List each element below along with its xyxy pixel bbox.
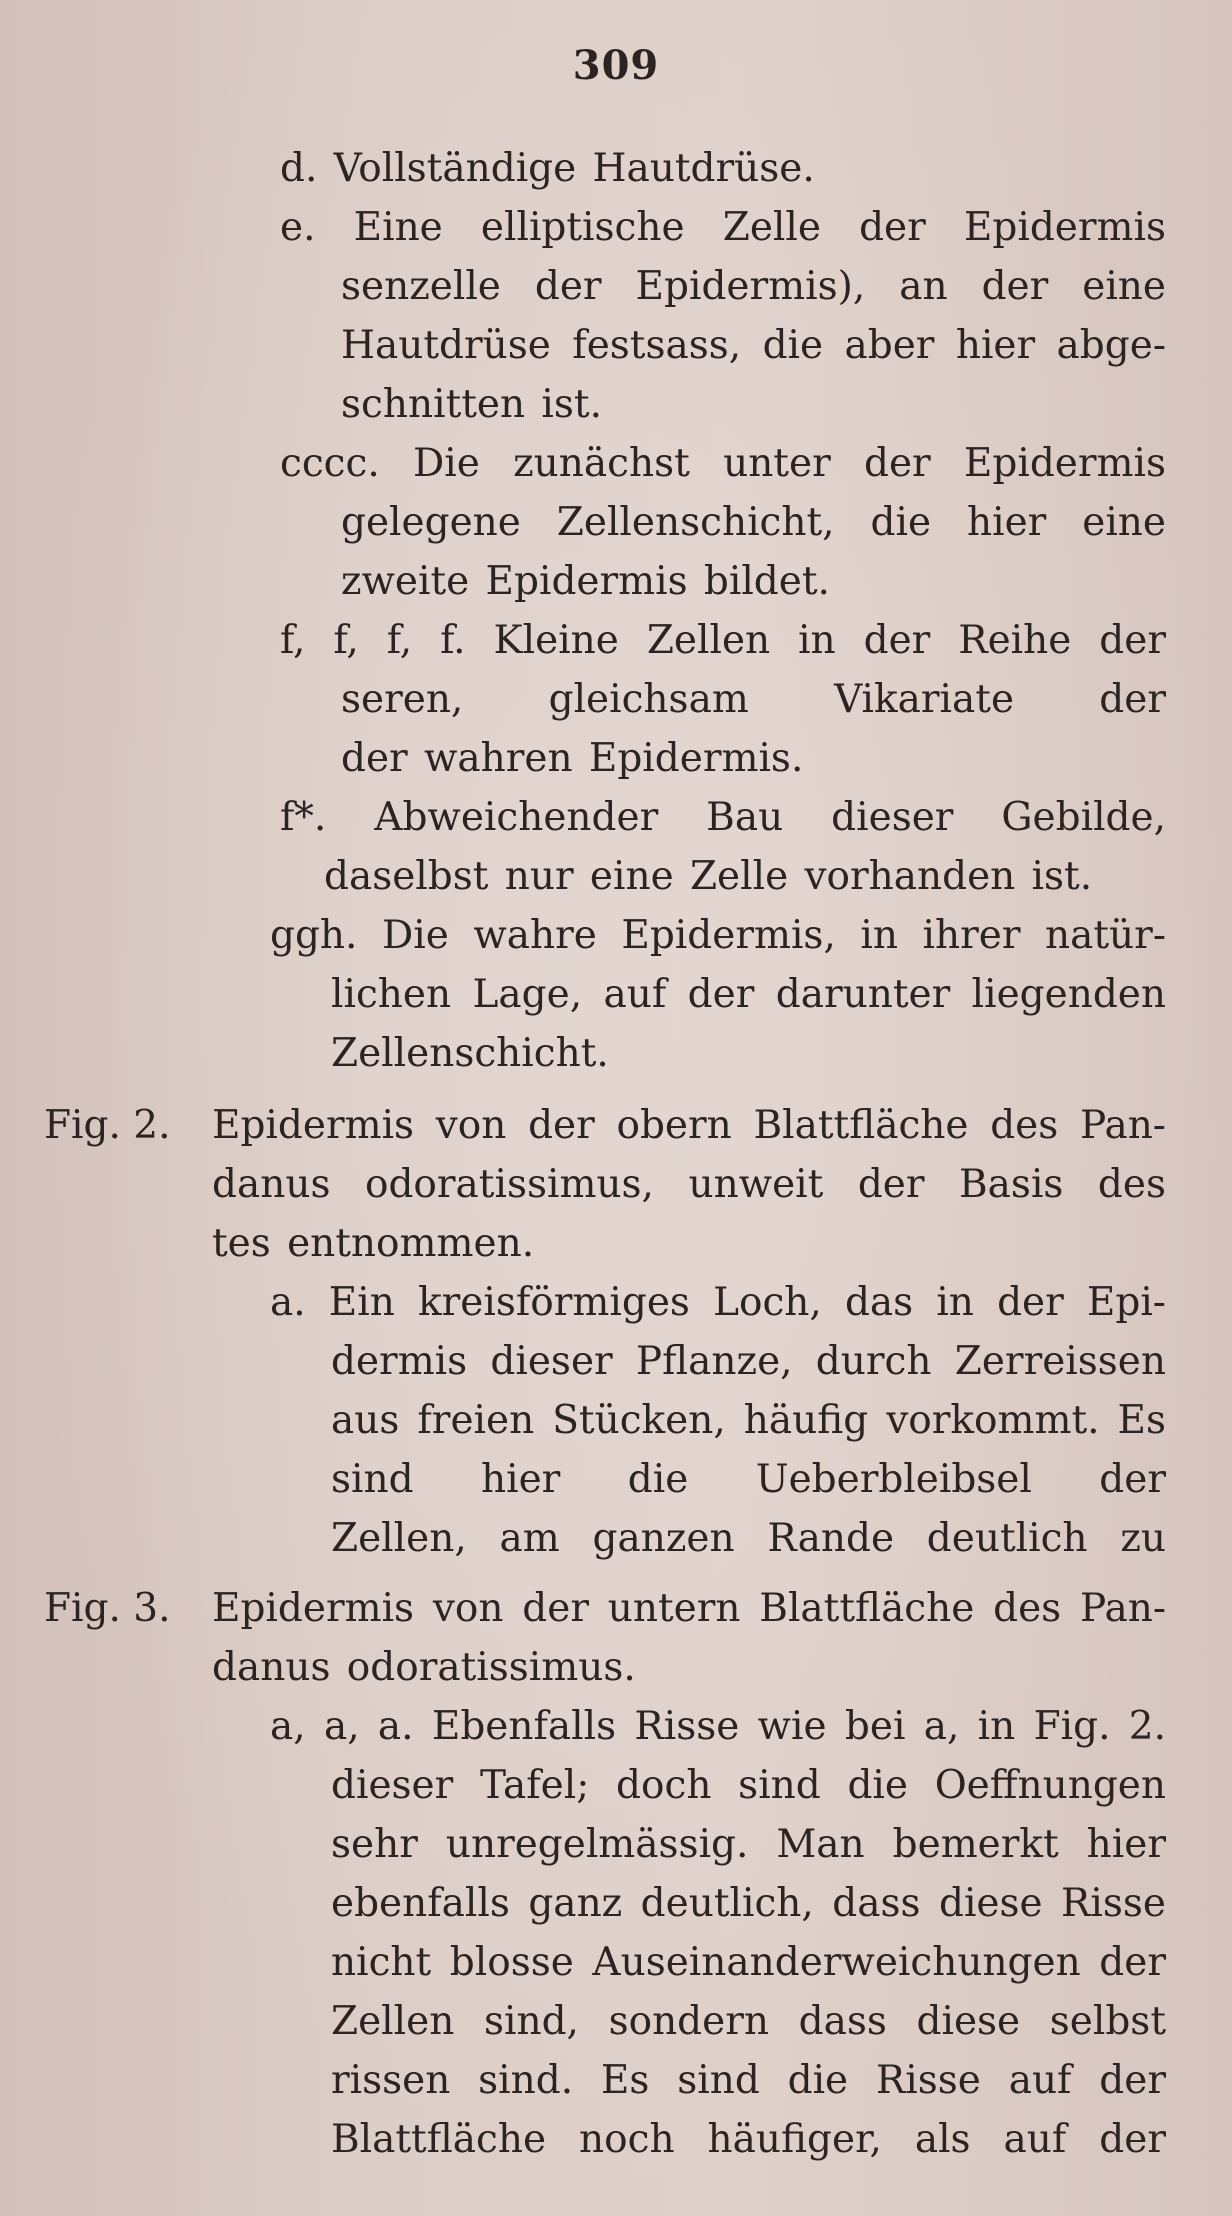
text-line: senzelle der Epidermis), an der eine	[341, 264, 1166, 309]
text-line: zweite Epidermis bildet.	[341, 559, 830, 604]
text-line: nicht blosse Auseinanderweichungen der	[331, 1940, 1166, 1985]
text-line: daselbst nur eine Zelle vorhanden ist.	[324, 854, 1093, 899]
text-line: aus freien Stücken, häufig vorkommt. Es	[331, 1398, 1166, 1443]
text-line: cccc. Die zunächst unter der Epidermis	[280, 441, 1166, 486]
text-line: tes entnommen.	[212, 1221, 535, 1266]
text-line: f, f, f, f. Kleine Zellen in der Reihe der	[280, 618, 1166, 663]
text-line: Zellen, am ganzen Rande deutlich zu	[331, 1516, 1166, 1561]
text-line: dermis dieser Pflanze, durch Zerreissen	[331, 1339, 1166, 1384]
text-line: sehr unregelmässig. Man bemerkt hier	[331, 1822, 1166, 1867]
figure-label: Fig. 2.	[44, 1103, 171, 1148]
text-line: danus odoratissimus.	[212, 1645, 636, 1690]
figure-label: Fig. 3.	[44, 1586, 171, 1631]
text-line: Hautdrüse festsass, die aber hier abge-	[341, 323, 1166, 368]
text-line: rissen sind. Es sind die Risse auf der	[331, 2058, 1166, 2103]
text-line: dieser Tafel; doch sind die Oeffnungen	[331, 1763, 1166, 1808]
text-line: e. Eine elliptische Zelle der Epidermis	[280, 205, 1166, 250]
text-line: f*. Abweichender Bau dieser Gebilde,	[280, 795, 1166, 840]
text-line: gelegene Zellenschicht, die hier eine	[341, 500, 1166, 545]
text-line: der wahren Epidermis.	[341, 736, 804, 781]
text-line: a. Ein kreisförmiges Loch, das in der Epi-	[270, 1280, 1166, 1325]
text-line: Blattfläche noch häufiger, als auf der	[331, 2117, 1166, 2162]
text-line: Zellen sind, sondern dass diese selbst	[331, 1999, 1166, 2044]
text-line: Epidermis von der untern Blattfläche des Pan-	[212, 1586, 1166, 1631]
text-line: ebenfalls ganz deutlich, dass diese Risse	[331, 1881, 1166, 1926]
text-line: a, a, a. Ebenfalls Risse wie bei a, in Fig. 2.	[270, 1704, 1166, 1749]
text-line: schnitten ist.	[341, 382, 602, 427]
text-line: sind hier die Ueberbleibsel der	[331, 1457, 1166, 1502]
text-line: ggh. Die wahre Epidermis, in ihrer natür-	[270, 913, 1166, 958]
text-line: Epidermis von der obern Blattfläche des Pan-	[212, 1103, 1166, 1148]
text-line: danus odoratissimus, unweit der Basis des	[212, 1162, 1166, 1207]
text-line: lichen Lage, auf der darunter liegenden	[331, 972, 1166, 1017]
text-line: d. Vollständige Hautdrüse.	[280, 146, 815, 191]
text-line: seren, gleichsam Vikariate der	[341, 677, 1166, 722]
page-number: 309	[572, 42, 660, 89]
text-line: Zellenschicht.	[331, 1031, 609, 1076]
